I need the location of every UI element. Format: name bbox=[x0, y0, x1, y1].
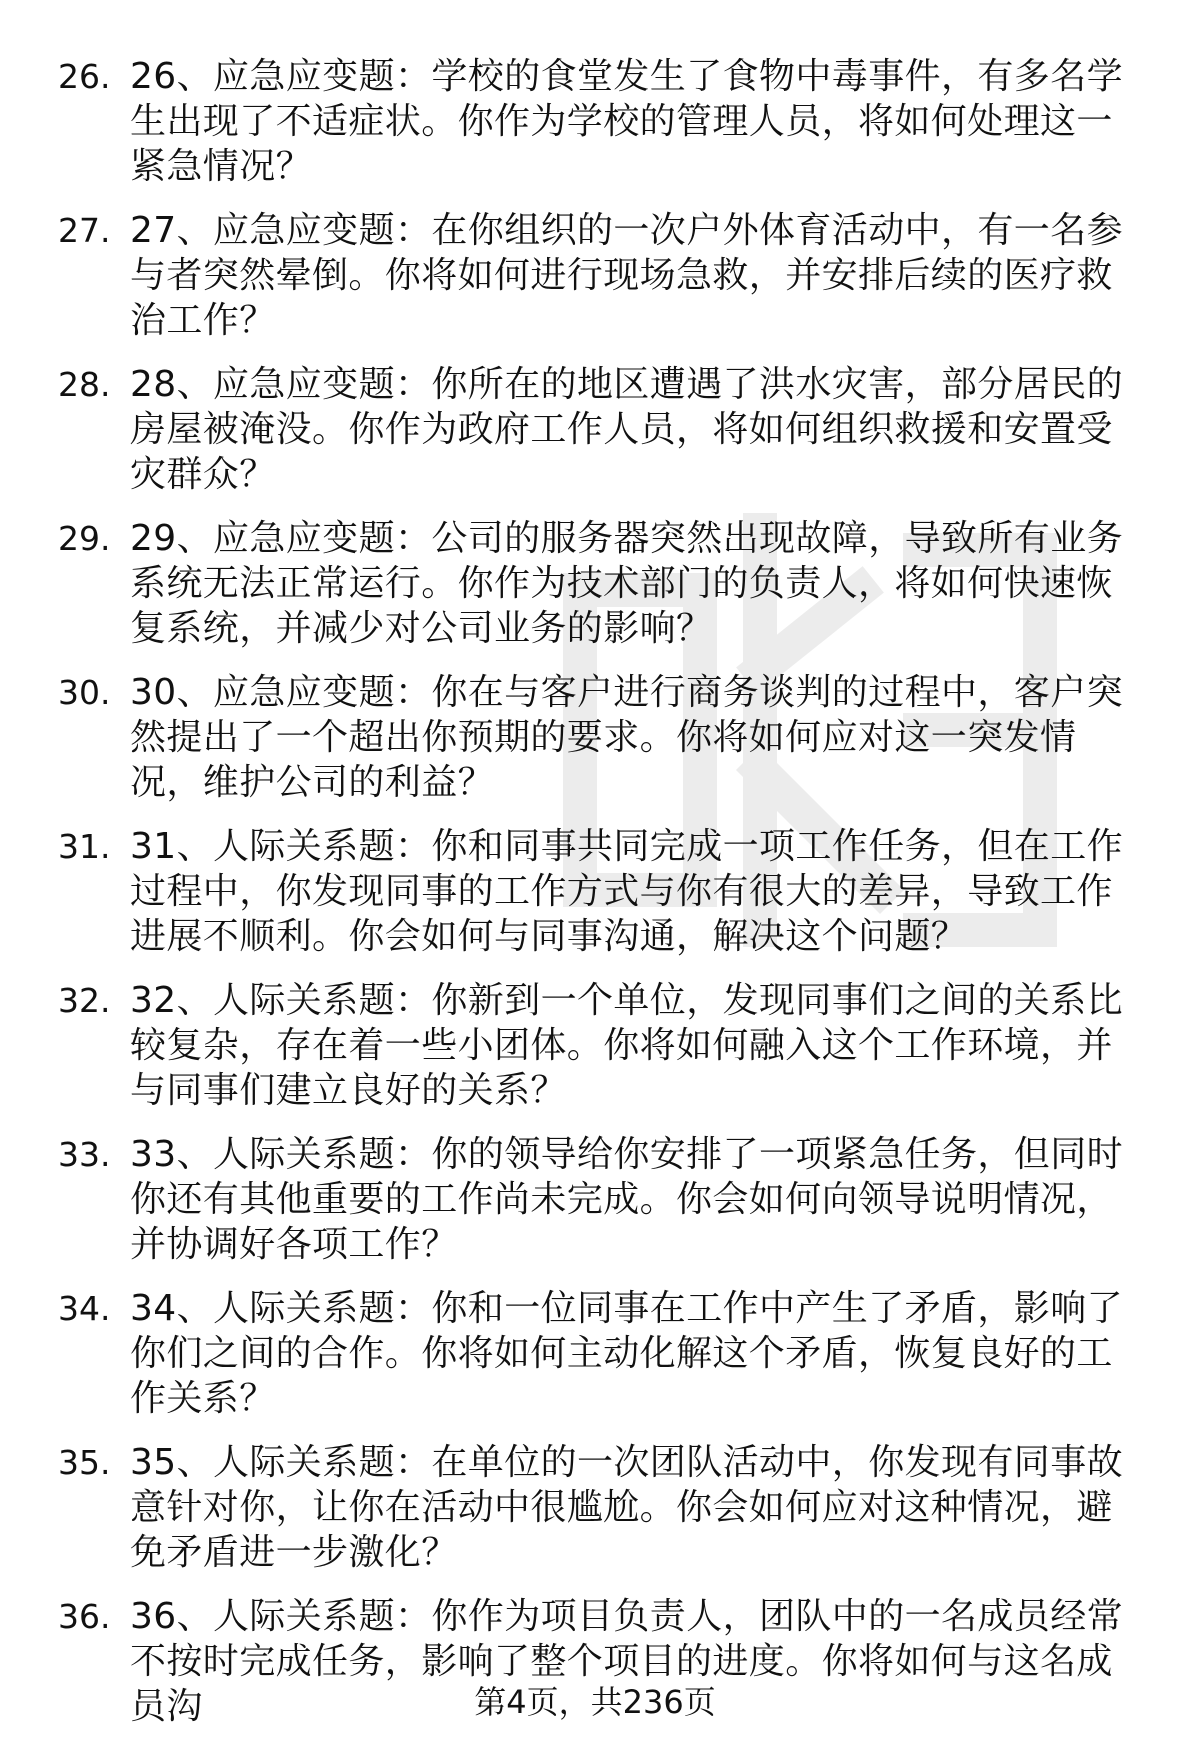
question-number: 27. bbox=[58, 211, 111, 250]
question-number: 32. bbox=[58, 981, 111, 1020]
question-number: 35. bbox=[58, 1443, 111, 1482]
question-item bbox=[58, 670, 1148, 805]
question-number: 31. bbox=[58, 827, 111, 866]
question-text: 32、人际关系题：你新到一个单位，发现同事们之间的关系比较复杂，存在着一些小团体。你将如何融入这个工作环境，并与同事们建立良好的关系？ bbox=[130, 980, 1124, 1111]
question-item bbox=[58, 824, 1148, 959]
question-number: 34. bbox=[58, 1289, 111, 1328]
question-number: 30. bbox=[58, 673, 111, 712]
question-item bbox=[58, 516, 1148, 651]
question-list bbox=[58, 54, 1148, 1748]
question-number: 36. bbox=[58, 1597, 111, 1636]
question-item bbox=[58, 208, 1148, 343]
question-text: 30、应急应变题：你在与客户进行商务谈判的过程中，客户突然提出了一个超出你预期的要求。你将如何应对这一突发情况，维护公司的利益？ bbox=[130, 672, 1124, 803]
question-text: 29、应急应变题：公司的服务器突然出现故障，导致所有业务系统无法正常运行。你作为技术部门的负责人，将如何快速恢复系统，并减少对公司业务的影响？ bbox=[130, 518, 1124, 649]
question-text: 31、人际关系题：你和同事共同完成一项工作任务，但在工作过程中，你发现同事的工作方式与你有很大的差异，导致工作进展不顺利。你会如何与同事沟通，解决这个问题？ bbox=[130, 826, 1124, 957]
question-item bbox=[58, 362, 1148, 497]
question-text: 28、应急应变题：你所在的地区遭遇了洪水灾害，部分居民的房屋被淹没。你作为政府工作人员，将如何组织救援和安置受灾群众？ bbox=[130, 364, 1124, 495]
question-number: 33. bbox=[58, 1135, 111, 1174]
question-item bbox=[58, 54, 1148, 189]
question-text: 35、人际关系题：在单位的一次团队活动中，你发现有同事故意针对你，让你在活动中很尴尬。你会如何应对这种情况，避免矛盾进一步激化？ bbox=[130, 1442, 1124, 1573]
question-number: 29. bbox=[58, 519, 111, 558]
question-text: 26、应急应变题：学校的食堂发生了食物中毒事件，有多名学生出现了不适症状。你作为学校的管理人员，将如何处理这一紧急情况？ bbox=[130, 56, 1124, 187]
question-text: 27、应急应变题：在你组织的一次户外体育活动中，有一名参与者突然晕倒。你将如何进行现场急救，并安排后续的医疗救治工作？ bbox=[130, 210, 1124, 341]
question-item bbox=[58, 1286, 1148, 1421]
question-item bbox=[58, 1132, 1148, 1267]
question-number: 26. bbox=[58, 57, 111, 96]
question-text: 33、人际关系题：你的领导给你安排了一项紧急任务，但同时你还有其他重要的工作尚未完成。你会如何向领导说明情况，并协调好各项工作？ bbox=[130, 1134, 1124, 1265]
page-footer: 第4页，共236页 bbox=[474, 1683, 716, 1721]
question-text: 36、人际关系题：你作为项目负责人，团队中的一名成员经常不按时完成任务，影响了整个项目的进度。你将如何与这名成员沟 bbox=[130, 1596, 1124, 1727]
question-item bbox=[58, 978, 1148, 1113]
question-item bbox=[58, 1440, 1148, 1575]
question-number: 28. bbox=[58, 365, 111, 404]
question-text: 34、人际关系题：你和一位同事在工作中产生了矛盾，影响了你们之间的合作。你将如何主动化解这个矛盾，恢复良好的工作关系？ bbox=[130, 1288, 1124, 1419]
